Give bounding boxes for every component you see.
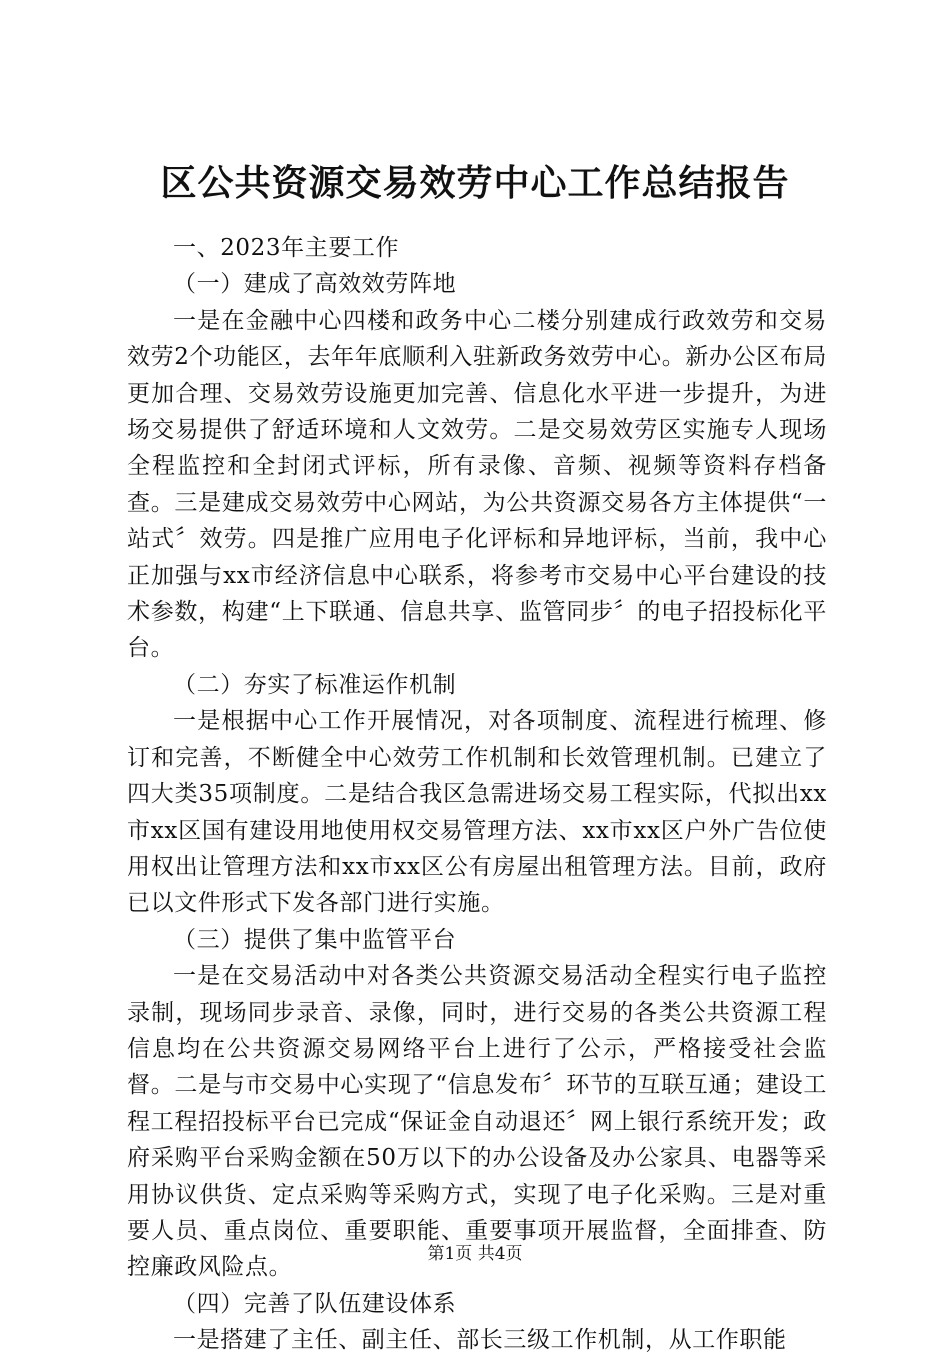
body-paragraph-1: 一是在金融中心四楼和政务中心二楼分别建成行政效劳和交易效劳2个功能区，去年年底顺利入驻新政务效劳中心。新办公区布局更加合理、交易效劳设施更加完善、信息化水平进一步提升，为进场交易提供了舒适环境和人文效劳。二是交易效劳区实施专人现场全程监控和全封闭式评标，所有录像、音频、视频等资料存档备查。三是建成交易效劳中心网站，为公共资源交易各方主体提供“一站式〞效劳。四是推广应用电子化评标和异地评标，当前，我中心正加强与xx市经济信息中心联系，将参考市交易中心平台建设的技术参数，构建“上下联通、信息共享、监管同步〞的电子招投标化平台。 xyxy=(127,307,827,662)
section-heading-main-work: 一、2023年主要工作 xyxy=(173,235,400,261)
page-footer: 第1页 共4页 xyxy=(427,1244,523,1264)
body-paragraph-4: 一是搭建了主任、副主任、部长三级工作机制，从工作职能 xyxy=(173,1327,787,1354)
body-paragraph-2: 一是根据中心工作开展情况，对各项制度、流程进行梳理、修订和完善，不断健全中心效劳工作机制和长效管理机制。已建立了四大类35项制度。二是结合我区急需进场交易工程实际，代拟出xx市xx区国有建设用地使用权交易管理方法、xx市xx区户外广告位使用权出让管理方法和xx市xx区公有房屋出租管理方法。目前，政府已以文件形式下发各部门进行实施。 xyxy=(127,708,827,917)
document-title: 区公共资源交易效劳中心工作总结报告 xyxy=(160,162,790,204)
subsection-heading-3: （三）提供了集中监管平台 xyxy=(173,926,457,953)
document-body xyxy=(127,230,827,1359)
body-paragraph-3: 一是在交易活动中对各类公共资源交易活动全程实行电子监控录制，现场同步录音、录像，同时，进行交易的各类公共资源工程信息均在公共资源交易网络平台上进行了公示，严格接受社会监督。二是与市交易中心实现了“信息发布〞环节的互联互通；建设工程工程招投标平台已完成“保证金自动退还〞网上银行系统开发；政府采购平台采购金额在50万以下的办公设备及办公家具、电器等采用协议供货、定点采购等采购方式，实现了电子化采购。三是对重要人员、重点岗位、重要职能、重要事项开展监督，全面排查、防控廉政风险点。 xyxy=(127,963,827,1281)
subsection-heading-2: （二）夯实了标准运作机制 xyxy=(173,671,457,698)
subsection-heading-1: （一）建成了高效效劳阵地 xyxy=(173,271,457,298)
subsection-heading-4: （四）完善了队伍建设体系 xyxy=(173,1290,457,1317)
